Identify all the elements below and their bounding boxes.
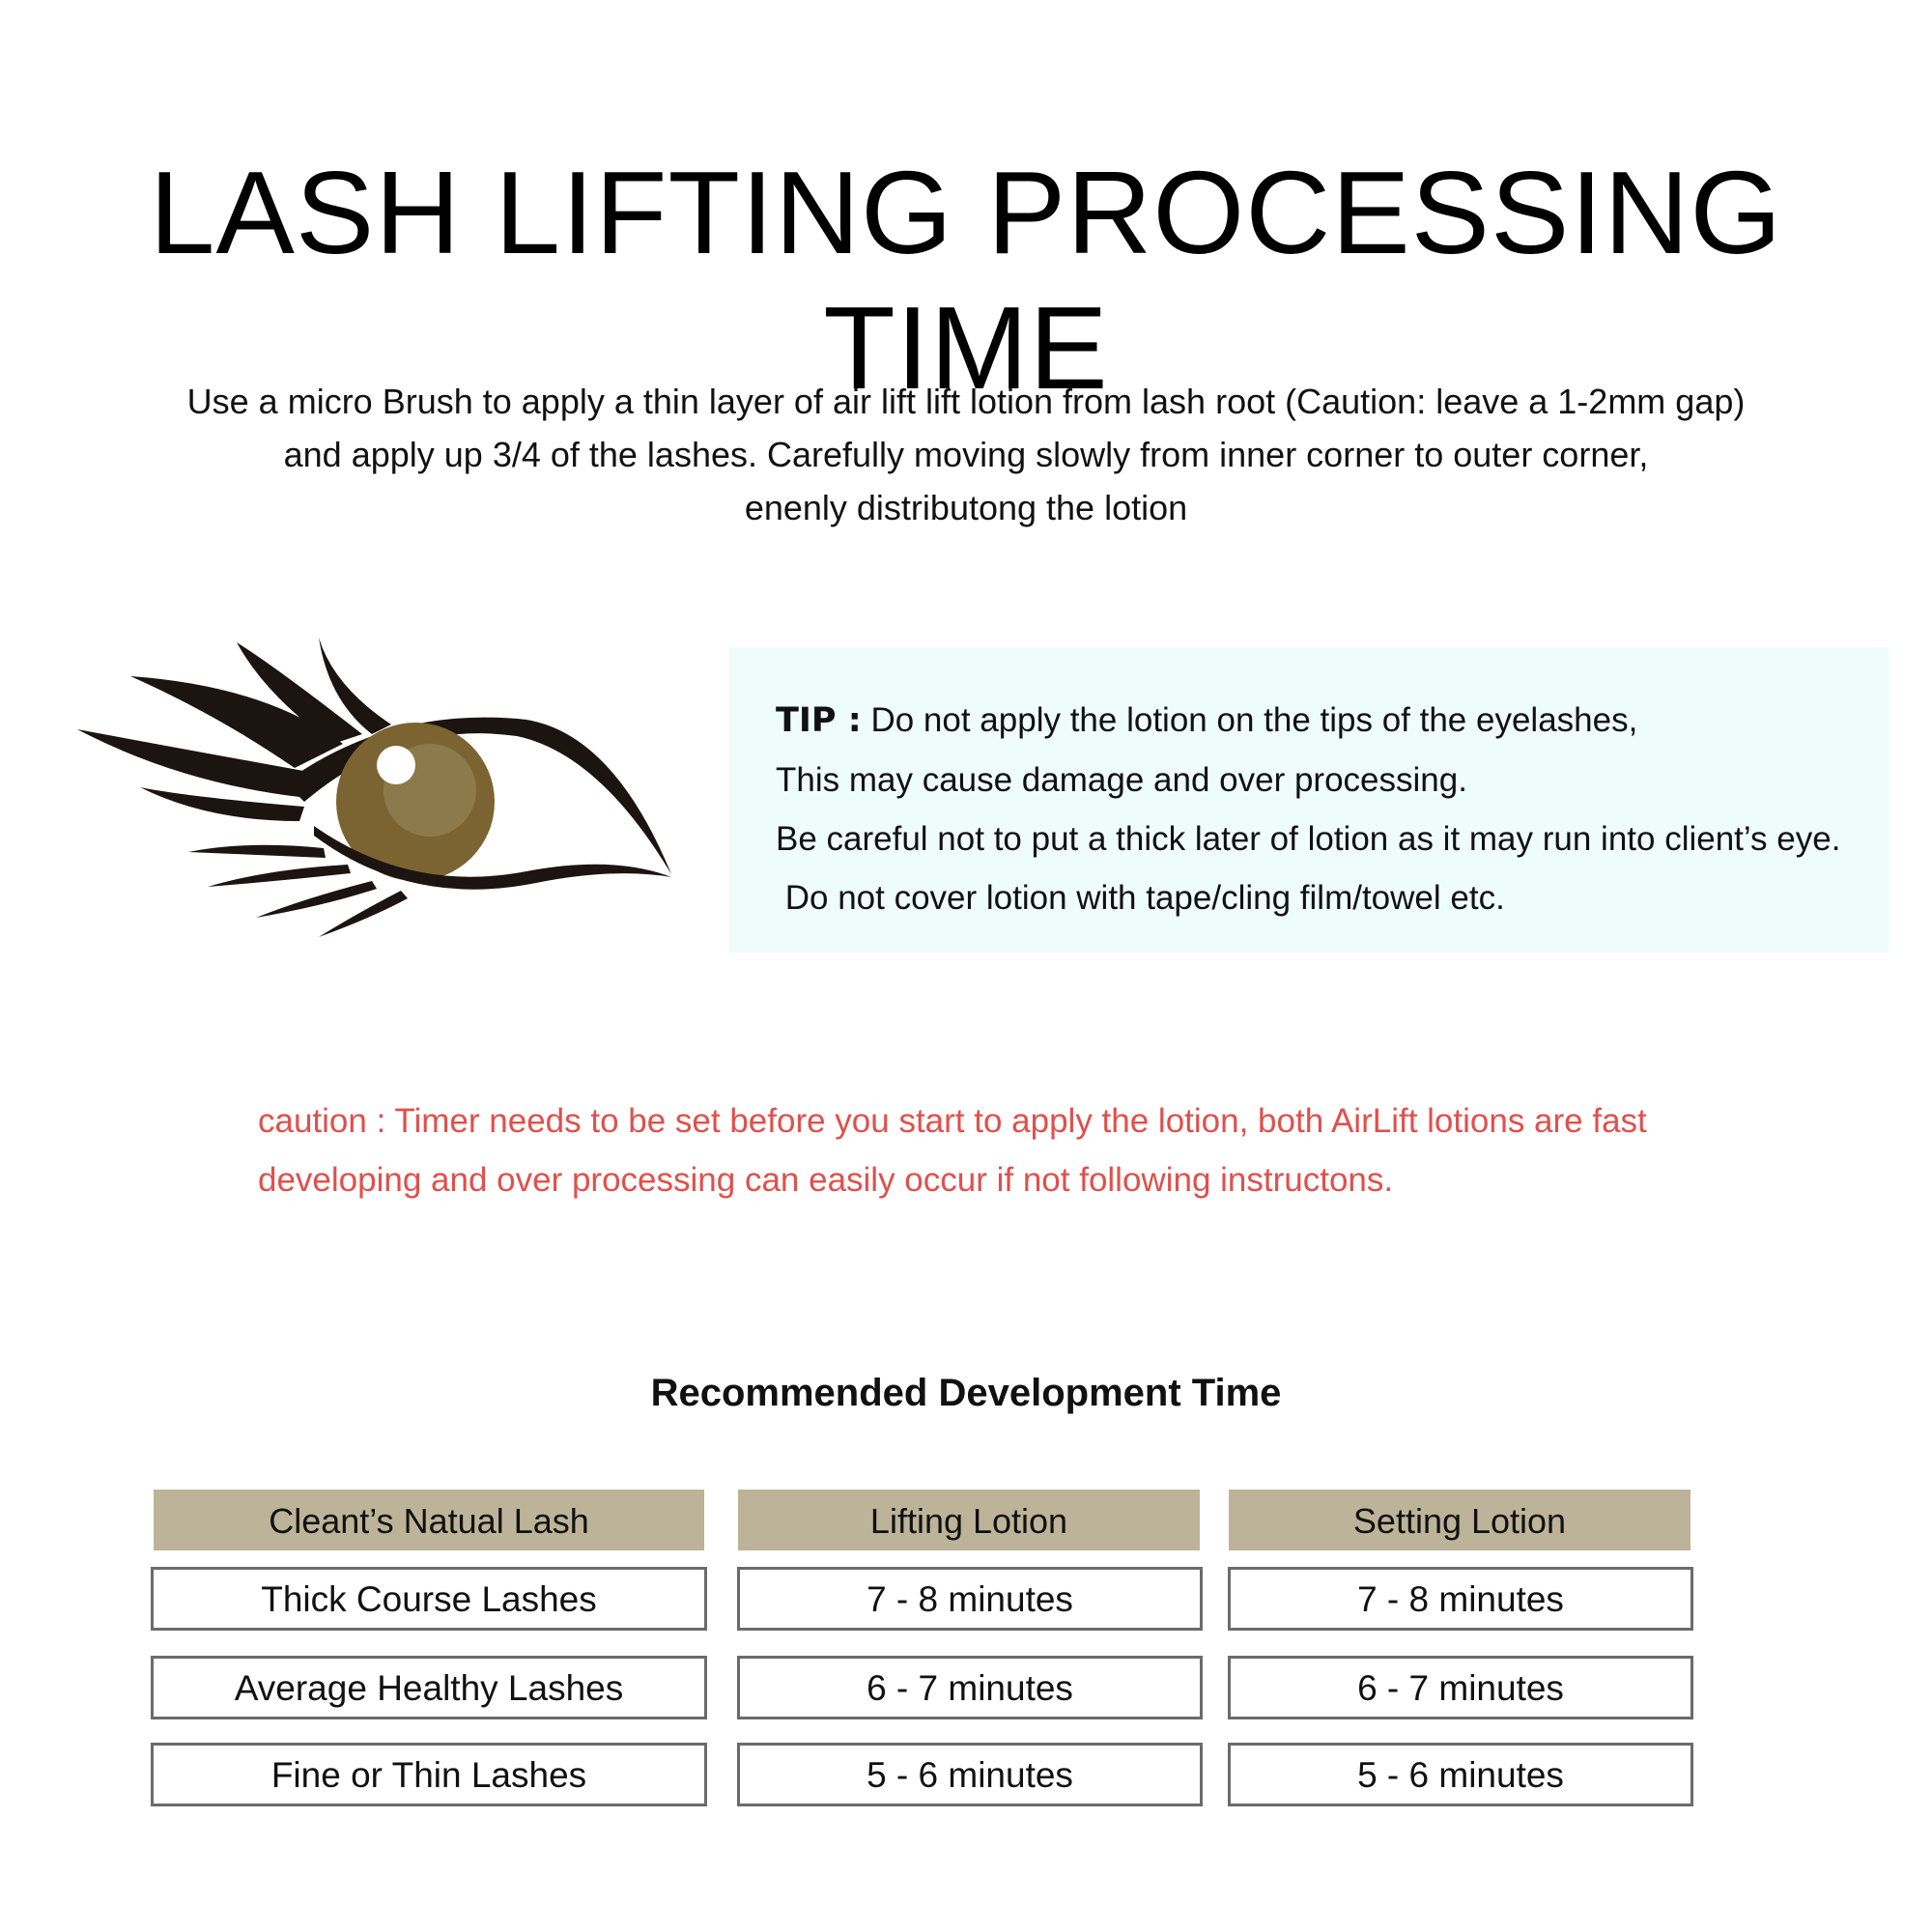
- eye-icon: [72, 628, 691, 947]
- table-cell-lifting-time: 6 - 7 minutes: [737, 1656, 1203, 1719]
- caution-line: developing and over processing can easily occur if not following instructons.: [258, 1161, 1394, 1199]
- tip-line: This may cause damage and over processing.: [776, 761, 1467, 799]
- lower-lash: [208, 865, 351, 887]
- table-cell-lash-type: Fine or Thin Lashes: [151, 1743, 707, 1806]
- table-cell-lash-type: Thick Course Lashes: [151, 1567, 707, 1631]
- table-cell-lash-type: Average Healthy Lashes: [151, 1656, 707, 1719]
- caution-note: [258, 1092, 1647, 1209]
- table-cell-lifting-time: 7 - 8 minutes: [737, 1567, 1203, 1631]
- tip-line-text: Do not apply the lotion on the tips of the eyelashes,: [861, 701, 1638, 739]
- page-title: LASH LIFTING PROCESSING TIME: [149, 147, 1783, 413]
- intro-line: and apply up 3/4 of the lashes. Carefully moving slowly from inner corner to outer corner,: [283, 435, 1649, 474]
- caution-line: caution : Timer needs to be set before you start to apply the lotion, both AirLift lotions are fast: [258, 1102, 1647, 1140]
- intro-line: enenly distributong the lotion: [744, 488, 1188, 527]
- tip-line: [776, 691, 1840, 751]
- tip-text: [776, 691, 1840, 927]
- lower-lash: [256, 881, 377, 918]
- tip-label: TIP :: [776, 701, 862, 740]
- tip-line: Be careful not to put a thick later of lotion as it may run into client’s eye.: [776, 820, 1841, 858]
- lower-lash: [188, 845, 326, 858]
- table-cell-setting-time: 6 - 7 minutes: [1228, 1656, 1693, 1719]
- eye-highlight: [377, 746, 415, 784]
- intro-line: Use a micro Brush to apply a thin layer of air lift lift lotion from lash root (Caution: leave a 1-2mm gap): [186, 382, 1746, 421]
- table-cell-setting-time: 7 - 8 minutes: [1228, 1567, 1693, 1631]
- table-header-lash: Cleant’s Natual Lash: [154, 1490, 704, 1550]
- table-cell-setting-time: 5 - 6 minutes: [1228, 1743, 1693, 1806]
- tip-line: Do not cover lotion with tape/cling film/towel etc.: [776, 879, 1505, 917]
- intro-paragraph: [0, 375, 1932, 534]
- table-header-setting: Setting Lotion: [1229, 1490, 1690, 1550]
- table-header-lifting: Lifting Lotion: [738, 1490, 1200, 1550]
- table-cell-lifting-time: 5 - 6 minutes: [737, 1743, 1203, 1806]
- table-title: Recommended Development Time: [650, 1372, 1282, 1414]
